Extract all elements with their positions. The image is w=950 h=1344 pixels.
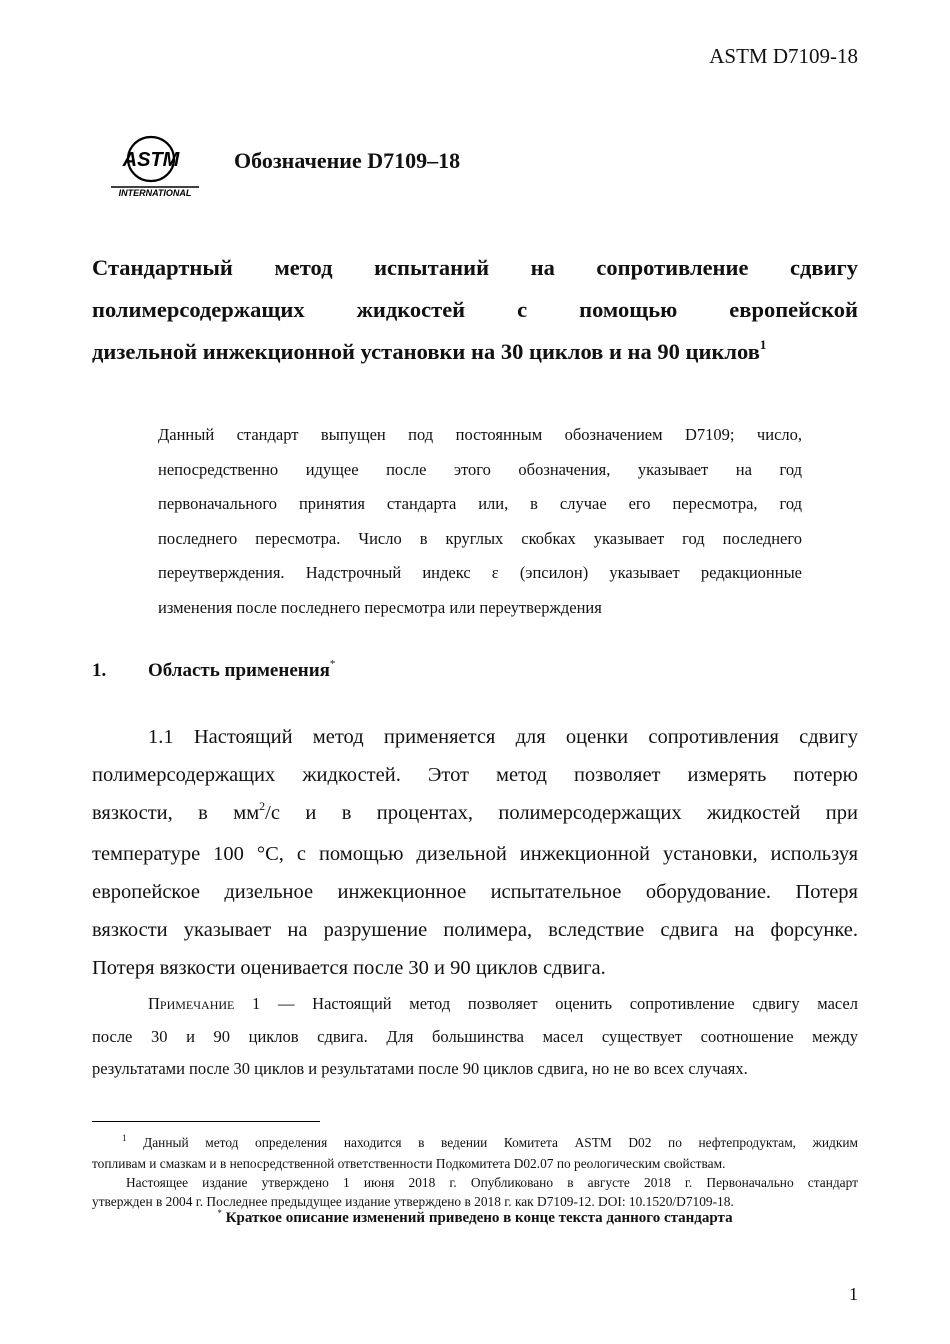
para-line: европейское дизельное инжекционное испытательное оборудование. Потеря xyxy=(92,880,858,903)
footnote-separator xyxy=(92,1121,320,1122)
intro-line: переутверждения. Надстрочный индекс ε (эпсилон) указывает редакционные xyxy=(158,563,802,582)
note-line: после 30 и 90 циклов сдвига. Для большинства масел существует соотношение между xyxy=(92,1026,858,1046)
intro-line: непосредственно идущее после этого обозначения, указывает на год xyxy=(158,459,802,479)
para-line: вязкости указывает на разрушение полимера, вследствие сдвига на форсунке. xyxy=(92,919,858,942)
footnote-marker: 1 xyxy=(122,1133,127,1143)
footnote-line: топливам и смазкам и в непосредственной ответственности Подкомитета D02.07 по реологическим свойствам. xyxy=(92,1156,726,1171)
logo-subtext: INTERNATIONAL xyxy=(118,188,192,198)
title-line-text: дизельной инжекционной установки на 30 циклов и на 90 циклов xyxy=(92,339,760,364)
para-line: 1.1 Настоящий метод применяется для оценки сопротивления сдвигу xyxy=(148,726,858,748)
para-line-part: /с и в процентах, полимерсодержащих жидкостей при xyxy=(265,802,858,825)
footnote-star: * xyxy=(217,1208,222,1218)
section-asterisk: * xyxy=(329,658,336,670)
astm-logo xyxy=(111,132,199,198)
note-1 xyxy=(92,988,858,1086)
standard-designation: Обозначение D7109–18 xyxy=(234,148,461,173)
superscript-2: 2 xyxy=(259,799,266,814)
title-line: полимерсодержащих жидкостей с помощью европейской xyxy=(92,297,858,322)
intro-line: Данный стандарт выпущен под постоянным обозначением D7109; число, xyxy=(158,425,802,444)
intro-block xyxy=(158,418,802,625)
logo-mark-text: ASTM xyxy=(122,149,180,171)
note-line xyxy=(92,988,858,1021)
title-line: Стандартный метод испытаний на сопротивление сдвигу xyxy=(92,255,858,280)
para-line: Потеря вязкости оценивается после 30 и 90 циклов сдвига. xyxy=(92,957,606,980)
para-line: температуре 100 °С, с помощью дизельной инжекционной установки, используя xyxy=(92,842,858,865)
intro-line: первоначального принятия стандарта или, в случае его пересмотра, год xyxy=(158,494,802,513)
footnote-line xyxy=(92,1133,858,1154)
intro-line: изменения после последнего пересмотра или переутверждения xyxy=(158,597,602,617)
changes-footnote xyxy=(92,1210,858,1227)
footnote-text: Данный метод определения находится в ведении Комитета ASTM D02 по нефтепродуктам, жидким xyxy=(126,1135,858,1150)
para-line-part: вязкости, в мм xyxy=(92,802,260,825)
note-label: Примечание 1 xyxy=(148,994,261,1013)
footnotes xyxy=(92,1133,858,1211)
para-line: полимерсодержащих жидкостей. Этот метод позволяет измерять потерю xyxy=(92,764,858,787)
document-title xyxy=(92,247,858,376)
header-standard-code: ASTM D7109-18 xyxy=(709,44,858,68)
note-line: результатами после 30 циклов и результатами после 90 циклов сдвига, но не во всех случаях. xyxy=(92,1059,748,1078)
paragraph-1-1 xyxy=(92,718,858,987)
intro-line: последнего пересмотра. Число в круглых скобках указывает год последнего xyxy=(158,528,802,548)
title-footnote-ref: 1 xyxy=(759,337,767,352)
footnote-line: утвержден в 2004 г. Последнее предыдущее издание утверждено в 2018 г. как D7109-12. DOI: 10.1520/D7109-18. xyxy=(92,1194,734,1209)
section-number: 1. xyxy=(92,660,107,681)
para-line xyxy=(92,794,858,834)
footnote-line: Настоящее издание утверждено 1 июня 2018 г. Опубликовано в августе 2018 г. Первоначально стандарт xyxy=(126,1175,858,1190)
title-line-last xyxy=(92,331,858,376)
changes-footnote-text: Краткое описание изменений приведено в конце текста данного стандарта xyxy=(221,1210,733,1226)
page-number: 1 xyxy=(849,1284,858,1304)
section-title: Область применения xyxy=(148,660,330,681)
note-text: — Настоящий метод позволяет оценить сопротивление сдвигу масел xyxy=(260,994,858,1013)
section-heading xyxy=(92,660,335,682)
